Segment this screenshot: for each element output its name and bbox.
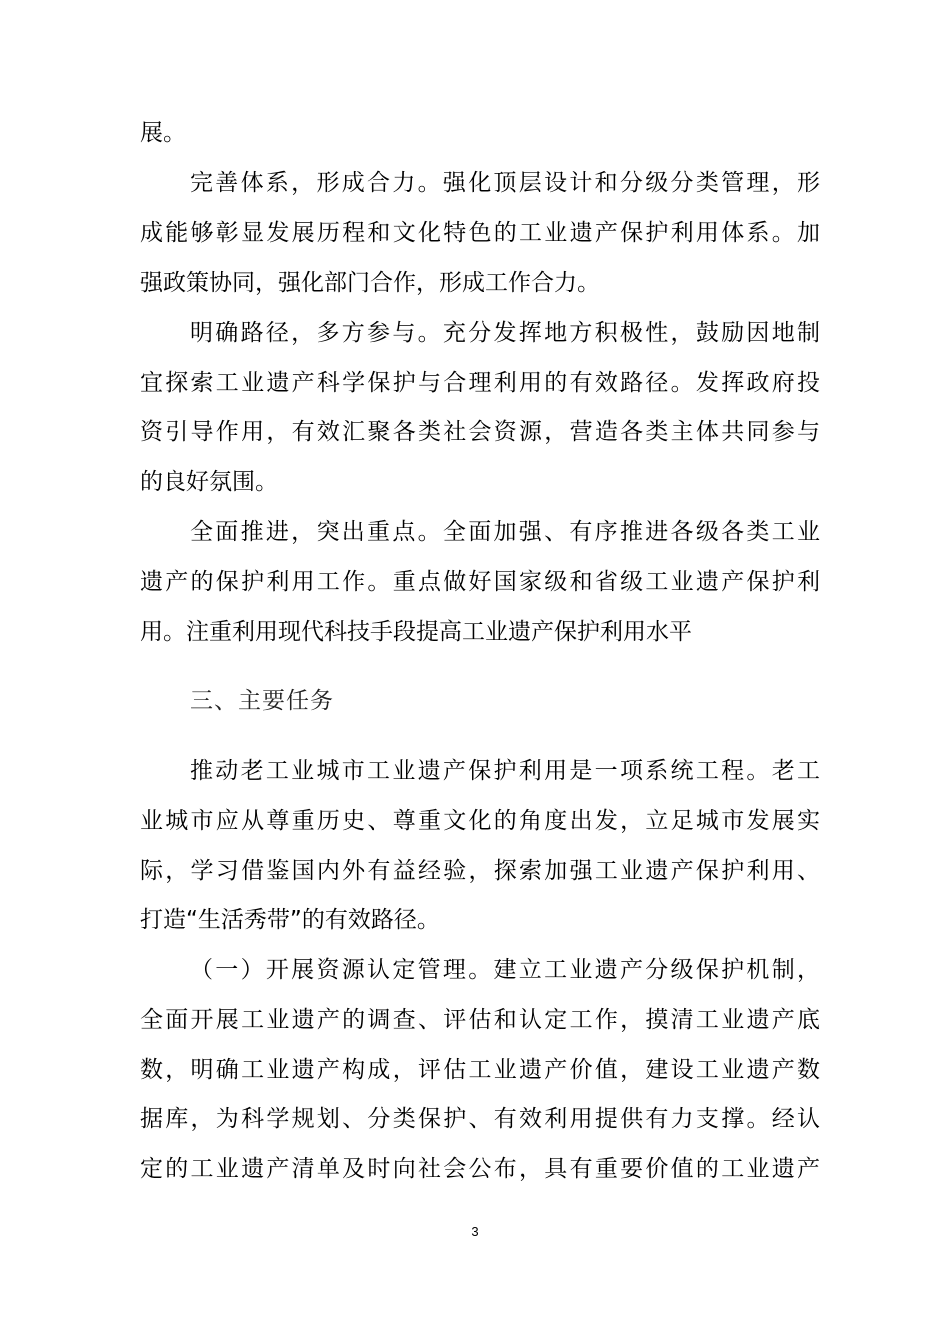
paragraph-line: 数，明确工业遗产构成，评估工业遗产价值，建设工业遗产数: [140, 1057, 820, 1083]
paragraph-line: 完善体系，形成合力。强化顶层设计和分级分类管理，形: [190, 170, 820, 196]
paragraph-line: 的良好氛围。: [140, 469, 278, 495]
paragraph-line: 推动老工业城市工业遗产保护利用是一项系统工程。老工: [190, 758, 820, 784]
paragraph-line: 际，学习借鉴国内外有益经验，探索加强工业遗产保护利用、: [140, 858, 820, 884]
paragraph-line: 强政策协同，强化部门合作，形成工作合力。: [140, 270, 600, 296]
paragraph-line: 全面开展工业遗产的调查、评估和认定工作，摸清工业遗产底: [140, 1007, 820, 1033]
paragraph-line: 用。注重利用现代科技手段提高工业遗产保护利用水平: [140, 619, 692, 645]
section-heading: 三、主要任务: [190, 688, 334, 714]
paragraph-line: 明确路径，多方参与。充分发挥地方积极性，鼓励因地制: [190, 320, 820, 346]
paragraph-line: 遗产的保护利用工作。重点做好国家级和省级工业遗产保护利: [140, 569, 820, 595]
paragraph-line: 成能够彰显发展历程和文化特色的工业遗产保护利用体系。加: [140, 220, 820, 246]
paragraph-line: 展。: [140, 120, 186, 146]
page-number: 3: [471, 1224, 479, 1239]
paragraph-line: 全面推进，突出重点。全面加强、有序推进各级各类工业: [190, 519, 820, 545]
paragraph-line: 资引导作用，有效汇聚各类社会资源，营造各类主体共同参与: [140, 419, 820, 445]
paragraph-line: 定的工业遗产清单及时向社会公布，具有重要价值的工业遗产: [140, 1156, 820, 1182]
paragraph-line: 业城市应从尊重历史、尊重文化的角度出发，立足城市发展实: [140, 808, 820, 834]
paragraph-line: 据库，为科学规划、分类保护、有效利用提供有力支撑。经认: [140, 1106, 820, 1132]
paragraph-line: 打造“生活秀带”的有效路径。: [140, 907, 440, 933]
paragraph-line: 宜探索工业遗产科学保护与合理利用的有效路径。发挥政府投: [140, 370, 820, 396]
paragraph-line: （一）开展资源认定管理。建立工业遗产分级保护机制，: [190, 957, 820, 983]
